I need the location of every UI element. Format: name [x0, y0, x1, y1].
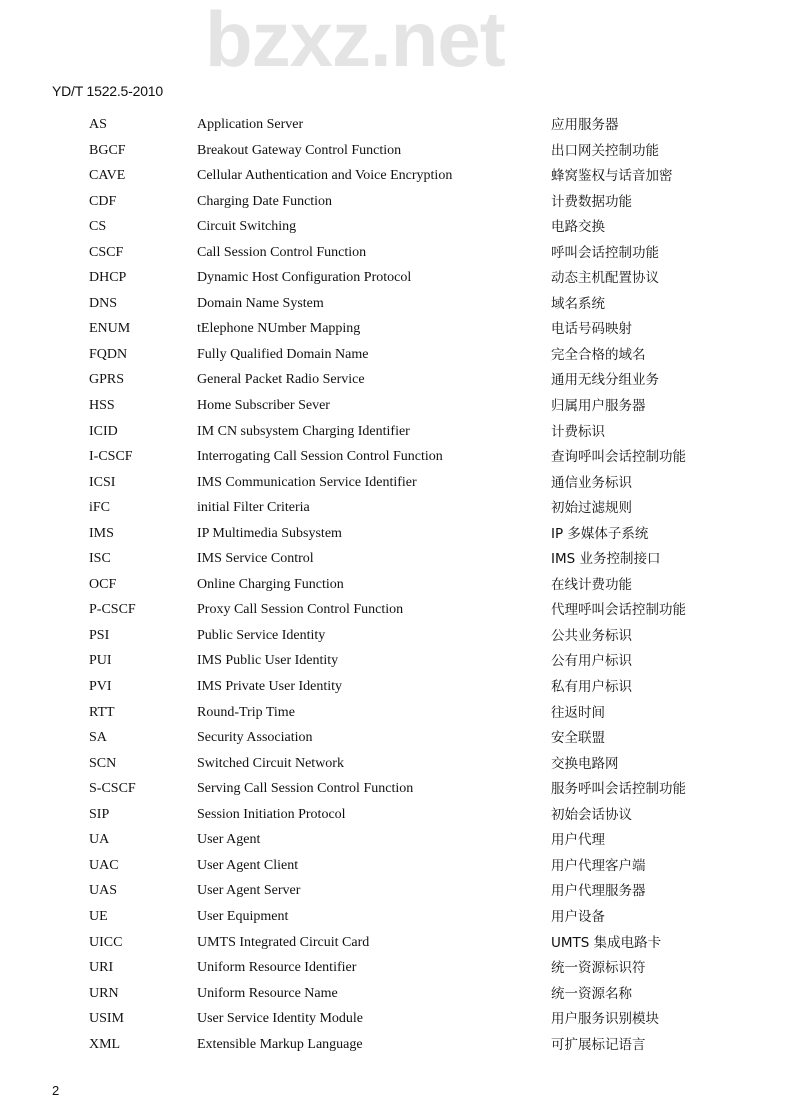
chinese-term: 电话号码映射	[551, 321, 632, 338]
abbreviation-row	[0, 141, 800, 167]
abbreviation: SA	[89, 730, 107, 746]
english-term: tElephone NUmber Mapping	[197, 321, 361, 337]
chinese-term: 初始过滤规则	[551, 500, 632, 517]
abbreviation-row	[0, 984, 800, 1010]
abbreviation-row	[0, 805, 800, 831]
english-term: Uniform Resource Identifier	[197, 960, 357, 976]
english-term: General Packet Radio Service	[197, 372, 365, 388]
chinese-term: 出口网关控制功能	[551, 142, 659, 159]
english-term: Circuit Switching	[197, 219, 297, 235]
abbreviation-list	[0, 115, 800, 1060]
abbreviation: RTT	[89, 704, 115, 720]
abbreviation: AS	[89, 117, 107, 132]
abbreviation-row	[0, 217, 800, 243]
english-term: Charging Date Function	[197, 193, 333, 209]
abbreviation-row	[0, 626, 800, 652]
chinese-term: 交换电路网	[551, 755, 619, 772]
chinese-term: 计费标识	[551, 423, 605, 440]
abbreviation: GPRS	[89, 372, 125, 388]
abbreviation: ISC	[89, 551, 111, 567]
chinese-term: 私有用户标识	[551, 679, 632, 696]
chinese-term: 安全联盟	[551, 730, 605, 747]
chinese-term: 在线计费功能	[551, 576, 632, 593]
english-term: User Equipment	[197, 908, 289, 924]
abbreviation: DHCP	[89, 270, 127, 286]
english-term: Dynamic Host Configuration Protocol	[197, 270, 412, 286]
abbreviation-row	[0, 422, 800, 448]
abbreviation-row	[0, 958, 800, 984]
chinese-term: 服务呼叫会话控制功能	[551, 781, 686, 798]
chinese-term: 通信业务标识	[551, 474, 632, 491]
chinese-term: 可扩展标记语言	[551, 1036, 646, 1053]
abbreviation-row	[0, 345, 800, 371]
abbreviation: CSCF	[89, 244, 124, 260]
abbreviation-row	[0, 319, 800, 345]
english-term: IMS Private User Identity	[197, 679, 343, 695]
abbreviation-row	[0, 473, 800, 499]
abbreviation-row	[0, 830, 800, 856]
abbreviation-row	[0, 1035, 800, 1061]
english-term: Domain Name System	[197, 295, 324, 311]
chinese-term: IMS 业务控制接口	[551, 551, 661, 568]
abbreviation: CS	[89, 219, 107, 235]
chinese-term: IP 多媒体子系统	[551, 525, 649, 542]
abbreviation-row	[0, 549, 800, 575]
abbreviation-row	[0, 370, 800, 396]
english-term: Call Session Control Function	[197, 244, 367, 260]
chinese-term: 通用无线分组业务	[551, 372, 659, 389]
abbreviation-row	[0, 651, 800, 677]
english-term: Home Subscriber Sever	[197, 398, 330, 414]
chinese-term: 公有用户标识	[551, 653, 632, 670]
abbreviation-row	[0, 294, 800, 320]
abbreviation-row	[0, 447, 800, 473]
abbreviation: UICC	[89, 934, 123, 950]
english-term: Uniform Resource Name	[197, 985, 338, 1001]
chinese-term: 往返时间	[551, 704, 605, 721]
english-term: Security Association	[197, 730, 313, 746]
english-term: User Agent	[197, 832, 261, 848]
chinese-term: 电路交换	[551, 219, 605, 236]
abbreviation: HSS	[89, 398, 115, 414]
standard-id-header: YD/T 1522.5-2010	[52, 83, 163, 99]
chinese-term: 统一资源名称	[551, 985, 632, 1002]
english-term: initial Filter Criteria	[197, 500, 310, 516]
english-term: IM CN subsystem Charging Identifier	[197, 423, 410, 439]
abbreviation: I-CSCF	[89, 449, 133, 465]
abbreviation: PSI	[89, 627, 110, 643]
abbreviation-row	[0, 575, 800, 601]
chinese-term: 动态主机配置协议	[551, 270, 659, 287]
english-term: IMS Public User Identity	[197, 653, 339, 669]
chinese-term: 域名系统	[551, 295, 605, 312]
abbreviation-row	[0, 600, 800, 626]
abbreviation: IMS	[89, 525, 114, 541]
english-term: Interrogating Call Session Control Function	[197, 449, 443, 465]
watermark: bzxz.net	[205, 0, 505, 83]
english-term: Public Service Identity	[197, 627, 326, 643]
abbreviation-row	[0, 524, 800, 550]
abbreviation: SCN	[89, 755, 117, 771]
english-term: Session Initiation Protocol	[197, 806, 346, 822]
abbreviation: DNS	[89, 295, 118, 311]
chinese-term: 归属用户服务器	[551, 398, 646, 415]
abbreviation: URI	[89, 960, 114, 976]
chinese-term: 呼叫会话控制功能	[551, 244, 659, 261]
abbreviation-row	[0, 907, 800, 933]
abbreviation: ICSI	[89, 474, 116, 490]
abbreviation-row	[0, 703, 800, 729]
english-term: Proxy Call Session Control Function	[197, 602, 404, 618]
chinese-term: 统一资源标识符	[551, 960, 646, 977]
chinese-term: 用户服务识别模块	[551, 1011, 659, 1028]
chinese-term: 初始会话协议	[551, 806, 632, 823]
abbreviation: OCF	[89, 576, 117, 592]
abbreviation-row	[0, 1009, 800, 1035]
abbreviation-row	[0, 779, 800, 805]
english-term: Fully Qualified Domain Name	[197, 346, 369, 362]
english-term: Application Server	[197, 117, 304, 132]
abbreviation-row	[0, 728, 800, 754]
abbreviation-row	[0, 677, 800, 703]
english-term: Cellular Authentication and Voice Encryption	[197, 168, 453, 184]
chinese-term: 用户代理服务器	[551, 883, 646, 900]
english-term: IMS Communication Service Identifier	[197, 474, 417, 490]
abbreviation: P-CSCF	[89, 602, 136, 618]
english-term: IP Multimedia Subsystem	[197, 525, 342, 541]
english-term: Breakout Gateway Control Function	[197, 142, 402, 158]
abbreviation: XML	[89, 1036, 121, 1052]
chinese-term: 代理呼叫会话控制功能	[551, 602, 686, 619]
abbreviation-row	[0, 933, 800, 959]
abbreviation: ENUM	[89, 321, 131, 337]
abbreviation: FQDN	[89, 346, 128, 362]
chinese-term: 蜂窝鉴权与话音加密	[551, 168, 673, 185]
abbreviation: UAC	[89, 857, 119, 873]
abbreviation-row	[0, 396, 800, 422]
abbreviation: BGCF	[89, 142, 126, 158]
english-term: Switched Circuit Network	[197, 755, 344, 771]
abbreviation-row	[0, 192, 800, 218]
english-term: Round-Trip Time	[197, 704, 295, 720]
page-number: 2	[52, 1083, 60, 1098]
chinese-term: 应用服务器	[551, 117, 619, 133]
abbreviation-row	[0, 754, 800, 780]
abbreviation-row	[0, 243, 800, 269]
chinese-term: 用户设备	[551, 908, 605, 925]
abbreviation: PVI	[89, 679, 112, 695]
chinese-term: 用户代理客户端	[551, 857, 646, 874]
english-term: User Agent Server	[197, 883, 301, 899]
abbreviation: CAVE	[89, 168, 126, 184]
english-term: User Agent Client	[197, 857, 299, 873]
abbreviation-row	[0, 881, 800, 907]
chinese-term: 计费数据功能	[551, 193, 632, 210]
abbreviation: S-CSCF	[89, 781, 136, 797]
abbreviation-row	[0, 166, 800, 192]
abbreviation-row	[0, 498, 800, 524]
abbreviation: ICID	[89, 423, 118, 439]
chinese-term: 完全合格的域名	[551, 346, 646, 363]
chinese-term: 用户代理	[551, 832, 605, 849]
abbreviation: UE	[89, 908, 108, 924]
abbreviation: USIM	[89, 1011, 125, 1027]
chinese-term: 公共业务标识	[551, 627, 632, 644]
abbreviation-row	[0, 115, 800, 141]
english-term: Online Charging Function	[197, 576, 344, 592]
abbreviation: URN	[89, 985, 119, 1001]
abbreviation: PUI	[89, 653, 112, 669]
abbreviation-row	[0, 268, 800, 294]
chinese-term: UMTS 集成电路卡	[551, 934, 662, 951]
english-term: Extensible Markup Language	[197, 1036, 363, 1052]
abbreviation: iFC	[89, 500, 111, 516]
english-term: User Service Identity Module	[197, 1011, 364, 1027]
abbreviation: UAS	[89, 883, 118, 899]
chinese-term: 查询呼叫会话控制功能	[551, 449, 686, 466]
english-term: UMTS Integrated Circuit Card	[197, 934, 370, 950]
english-term: Serving Call Session Control Function	[197, 781, 414, 797]
abbreviation: SIP	[89, 806, 110, 822]
abbreviation: CDF	[89, 193, 117, 209]
english-term: IMS Service Control	[197, 551, 314, 567]
abbreviation: UA	[89, 832, 110, 848]
abbreviation-row	[0, 856, 800, 882]
